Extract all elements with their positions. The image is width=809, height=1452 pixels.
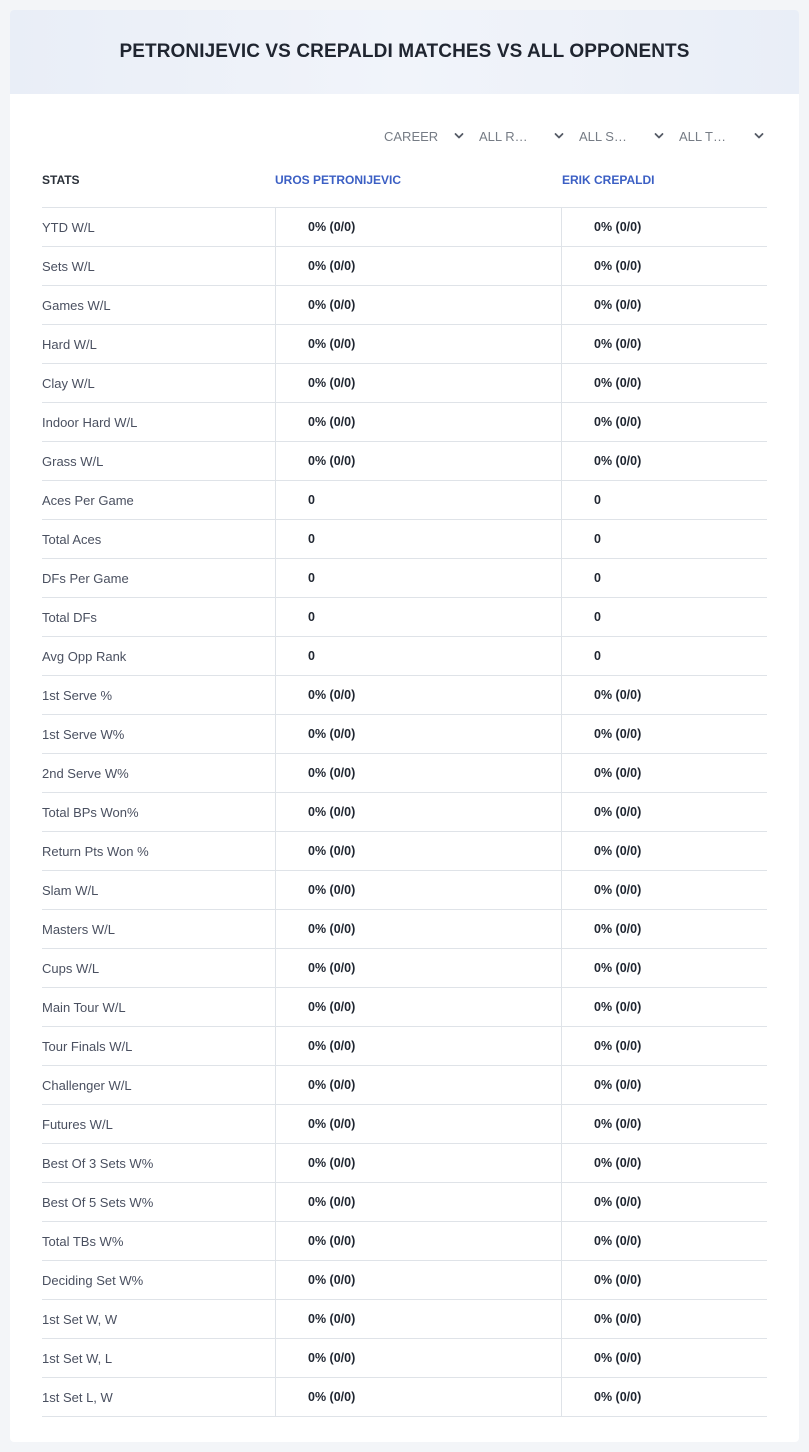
player1-value: 0% (0/0): [308, 1195, 356, 1209]
player1-cell: [275, 520, 562, 558]
player1-cell: [275, 403, 562, 441]
player2-value: 0% (0/0): [594, 1117, 642, 1131]
player2-cell: [561, 1105, 767, 1143]
table-row: [42, 1378, 767, 1417]
player2-value: 0% (0/0): [594, 298, 642, 312]
table-header: [42, 168, 767, 208]
stat-label: 1st Set W, L: [42, 1351, 113, 1366]
stat-label: Slam W/L: [42, 883, 99, 898]
table-row: [42, 871, 767, 910]
player2-cell: [561, 247, 767, 285]
stat-label: Games W/L: [42, 298, 111, 313]
player1-cell: [275, 1105, 562, 1143]
stat-label: Cups W/L: [42, 961, 100, 976]
stat-label: DFs Per Game: [42, 571, 129, 586]
player2-value: 0: [594, 571, 601, 585]
tournament-filter[interactable]: [679, 126, 764, 146]
table-row: [42, 910, 767, 949]
player2-value: 0% (0/0): [594, 1234, 642, 1248]
table-row: [42, 1261, 767, 1300]
player1-value: 0% (0/0): [308, 922, 356, 936]
table-row: [42, 832, 767, 871]
table-row: [42, 364, 767, 403]
player2-value: 0% (0/0): [594, 1351, 642, 1365]
player2-value: 0% (0/0): [594, 1273, 642, 1287]
player1-value: 0: [308, 649, 315, 663]
stat-label: Tour Finals W/L: [42, 1039, 133, 1054]
player1-cell: [275, 364, 562, 402]
player1-cell: [275, 559, 562, 597]
player1-cell: [275, 208, 562, 246]
player1-cell: [275, 325, 562, 363]
player1-cell: [275, 247, 562, 285]
table-row: [42, 1144, 767, 1183]
player2-value: 0% (0/0): [594, 727, 642, 741]
player1-cell: [275, 1027, 562, 1065]
player1-value: 0% (0/0): [308, 1039, 356, 1053]
stat-label: YTD W/L: [42, 220, 95, 235]
player2-cell: [561, 325, 767, 363]
player2-cell: [561, 403, 767, 441]
player2-cell: [561, 871, 767, 909]
stat-label: Challenger W/L: [42, 1078, 132, 1093]
player2-cell: [561, 520, 767, 558]
table-row: [42, 1105, 767, 1144]
player1-value: 0: [308, 610, 315, 624]
player1-cell: [275, 988, 562, 1026]
player1-value: 0% (0/0): [308, 454, 356, 468]
table-row: [42, 676, 767, 715]
player1-value: 0% (0/0): [308, 1117, 356, 1131]
stat-label: Masters W/L: [42, 922, 115, 937]
player1-cell: [275, 1300, 562, 1338]
player2-cell: [561, 1339, 767, 1377]
player1-cell: [275, 910, 562, 948]
round-filter[interactable]: [479, 126, 564, 146]
stat-label: Indoor Hard W/L: [42, 415, 138, 430]
table-row: [42, 988, 767, 1027]
table-row: [42, 1339, 767, 1378]
player2-cell: [561, 1378, 767, 1416]
player1-cell: [275, 481, 562, 519]
player1-value: 0% (0/0): [308, 415, 356, 429]
player2-cell: [561, 442, 767, 480]
player2-cell: [561, 949, 767, 987]
table-row: [42, 559, 767, 598]
player1-value: 0% (0/0): [308, 337, 356, 351]
table-row: [42, 754, 767, 793]
player1-cell: [275, 1066, 562, 1104]
player2-cell: [561, 1066, 767, 1104]
player1-cell: [275, 871, 562, 909]
stat-label: 2nd Serve W%: [42, 766, 129, 781]
player2-value: 0% (0/0): [594, 688, 642, 702]
chevron-down-icon: [754, 131, 764, 141]
player2-value: 0% (0/0): [594, 883, 642, 897]
page-title: PETRONIJEVIC VS CREPALDI MATCHES VS ALL OPPONENTS: [119, 41, 690, 62]
player2-cell: [561, 988, 767, 1026]
player2-cell: [561, 1144, 767, 1182]
stat-label: 1st Set W, W: [42, 1312, 118, 1327]
player2-value: 0% (0/0): [594, 766, 642, 780]
surface-filter-value: ALL S…: [579, 128, 627, 144]
player1-value: 0% (0/0): [308, 1156, 356, 1170]
player1-value: 0% (0/0): [308, 961, 356, 975]
player1-value: 0% (0/0): [308, 766, 356, 780]
stat-label: Grass W/L: [42, 454, 104, 469]
player2-cell: [561, 1261, 767, 1299]
player1-value: 0% (0/0): [308, 298, 356, 312]
player1-cell: [275, 1261, 562, 1299]
player2-value: 0% (0/0): [594, 454, 642, 468]
stat-label: Best Of 5 Sets W%: [42, 1195, 154, 1210]
player1-cell: [275, 1183, 562, 1221]
player2-value: 0: [594, 493, 601, 507]
player1-cell: [275, 286, 562, 324]
table-row: [42, 637, 767, 676]
stat-label: Total Aces: [42, 532, 102, 547]
player1-value: 0% (0/0): [308, 1390, 356, 1404]
player2-value: 0% (0/0): [594, 1078, 642, 1092]
player2-value: 0% (0/0): [594, 376, 642, 390]
surface-filter[interactable]: [579, 126, 664, 146]
player2-cell: [561, 715, 767, 753]
player2-value: 0% (0/0): [594, 415, 642, 429]
stat-label: Main Tour W/L: [42, 1000, 126, 1015]
player2-cell: [561, 1300, 767, 1338]
stat-label: 1st Serve W%: [42, 727, 125, 742]
table-row: [42, 247, 767, 286]
player1-value: 0: [308, 532, 315, 546]
stat-label: Best Of 3 Sets W%: [42, 1156, 154, 1171]
player1-value: 0: [308, 571, 315, 585]
player2-cell: [561, 910, 767, 948]
player1-value: 0: [308, 493, 315, 507]
player2-value: 0% (0/0): [594, 337, 642, 351]
player1-value: 0% (0/0): [308, 688, 356, 702]
stat-label: Sets W/L: [42, 259, 95, 274]
table-row: [42, 325, 767, 364]
player1-cell: [275, 793, 562, 831]
player2-cell: [561, 208, 767, 246]
player2-cell: [561, 1222, 767, 1260]
table-row: [42, 481, 767, 520]
stat-label: Futures W/L: [42, 1117, 113, 1132]
player1-cell: [275, 676, 562, 714]
table-row: [42, 715, 767, 754]
table-row: [42, 1183, 767, 1222]
career-filter[interactable]: [384, 126, 464, 146]
stats-table: [42, 168, 767, 1417]
stat-label: Total DFs: [42, 610, 97, 625]
table-row: [42, 1027, 767, 1066]
table-row: [42, 1300, 767, 1339]
stat-label: Total TBs W%: [42, 1234, 124, 1249]
player2-cell: [561, 793, 767, 831]
player1-value: 0% (0/0): [308, 1234, 356, 1248]
player2-cell: [561, 637, 767, 675]
player2-value: 0% (0/0): [594, 259, 642, 273]
stat-label: Avg Opp Rank: [42, 649, 127, 664]
stat-label: 1st Serve %: [42, 688, 113, 703]
page-header: [10, 10, 799, 94]
player2-value: 0: [594, 532, 601, 546]
player1-value: 0% (0/0): [308, 844, 356, 858]
player1-cell: [275, 754, 562, 792]
player1-value: 0% (0/0): [308, 376, 356, 390]
player1-value: 0% (0/0): [308, 1078, 356, 1092]
career-filter-value: CAREER: [384, 128, 439, 144]
player1-cell: [275, 832, 562, 870]
player2-cell: [561, 832, 767, 870]
table-row: [42, 793, 767, 832]
round-filter-value: ALL R…: [479, 128, 528, 144]
player1-cell: [275, 1144, 562, 1182]
player2-cell: [561, 481, 767, 519]
player1-value: 0% (0/0): [308, 805, 356, 819]
player2-value: 0% (0/0): [594, 1000, 642, 1014]
player1-value: 0% (0/0): [308, 220, 356, 234]
player1-cell: [275, 1222, 562, 1260]
player1-value: 0% (0/0): [308, 1273, 356, 1287]
stat-label: Deciding Set W%: [42, 1273, 144, 1288]
table-row: [42, 442, 767, 481]
player1-value: 0% (0/0): [308, 1000, 356, 1014]
stat-label: Hard W/L: [42, 337, 97, 352]
player2-value: 0% (0/0): [594, 220, 642, 234]
player2-cell: [561, 676, 767, 714]
player2-column-header[interactable]: ERIK CREPALDI: [562, 173, 655, 187]
table-row: [42, 598, 767, 637]
stat-label: Total BPs Won%: [42, 805, 139, 820]
player2-value: 0% (0/0): [594, 961, 642, 975]
player2-cell: [561, 559, 767, 597]
tournament-filter-value: ALL T…: [679, 128, 726, 144]
table-row: [42, 286, 767, 325]
player2-value: 0% (0/0): [594, 805, 642, 819]
table-row: [42, 1066, 767, 1105]
player2-cell: [561, 286, 767, 324]
player1-value: 0% (0/0): [308, 1351, 356, 1365]
table-row: [42, 520, 767, 559]
player2-value: 0% (0/0): [594, 1390, 642, 1404]
player1-cell: [275, 949, 562, 987]
player1-cell: [275, 1339, 562, 1377]
stats-card: [10, 10, 799, 1442]
player2-value: 0% (0/0): [594, 1312, 642, 1326]
table-body: [42, 208, 767, 1417]
player2-cell: [561, 754, 767, 792]
player1-column-header[interactable]: UROS PETRONIJEVIC: [275, 173, 402, 187]
player1-cell: [275, 442, 562, 480]
stats-column-header: STATS: [42, 173, 80, 187]
player1-value: 0% (0/0): [308, 259, 356, 273]
chevron-down-icon: [454, 131, 464, 141]
player1-value: 0% (0/0): [308, 883, 356, 897]
player2-cell: [561, 1183, 767, 1221]
player2-value: 0% (0/0): [594, 1039, 642, 1053]
player2-value: 0% (0/0): [594, 1156, 642, 1170]
player1-value: 0% (0/0): [308, 1312, 356, 1326]
table-row: [42, 208, 767, 247]
stat-label: Aces Per Game: [42, 493, 134, 508]
player2-cell: [561, 364, 767, 402]
stat-label: Clay W/L: [42, 376, 95, 391]
player2-value: 0: [594, 649, 601, 663]
chevron-down-icon: [654, 131, 664, 141]
player2-value: 0% (0/0): [594, 844, 642, 858]
stat-label: Return Pts Won %: [42, 844, 149, 859]
stat-label: 1st Set L, W: [42, 1390, 113, 1405]
table-row: [42, 949, 767, 988]
table-row: [42, 403, 767, 442]
player2-value: 0% (0/0): [594, 1195, 642, 1209]
player2-value: 0% (0/0): [594, 922, 642, 936]
player1-cell: [275, 637, 562, 675]
player1-value: 0% (0/0): [308, 727, 356, 741]
player1-cell: [275, 1378, 562, 1416]
player1-cell: [275, 598, 562, 636]
player2-value: 0: [594, 610, 601, 624]
chevron-down-icon: [554, 131, 564, 141]
table-row: [42, 1222, 767, 1261]
player2-cell: [561, 1027, 767, 1065]
filter-bar: [10, 126, 799, 146]
player1-cell: [275, 715, 562, 753]
player2-cell: [561, 598, 767, 636]
